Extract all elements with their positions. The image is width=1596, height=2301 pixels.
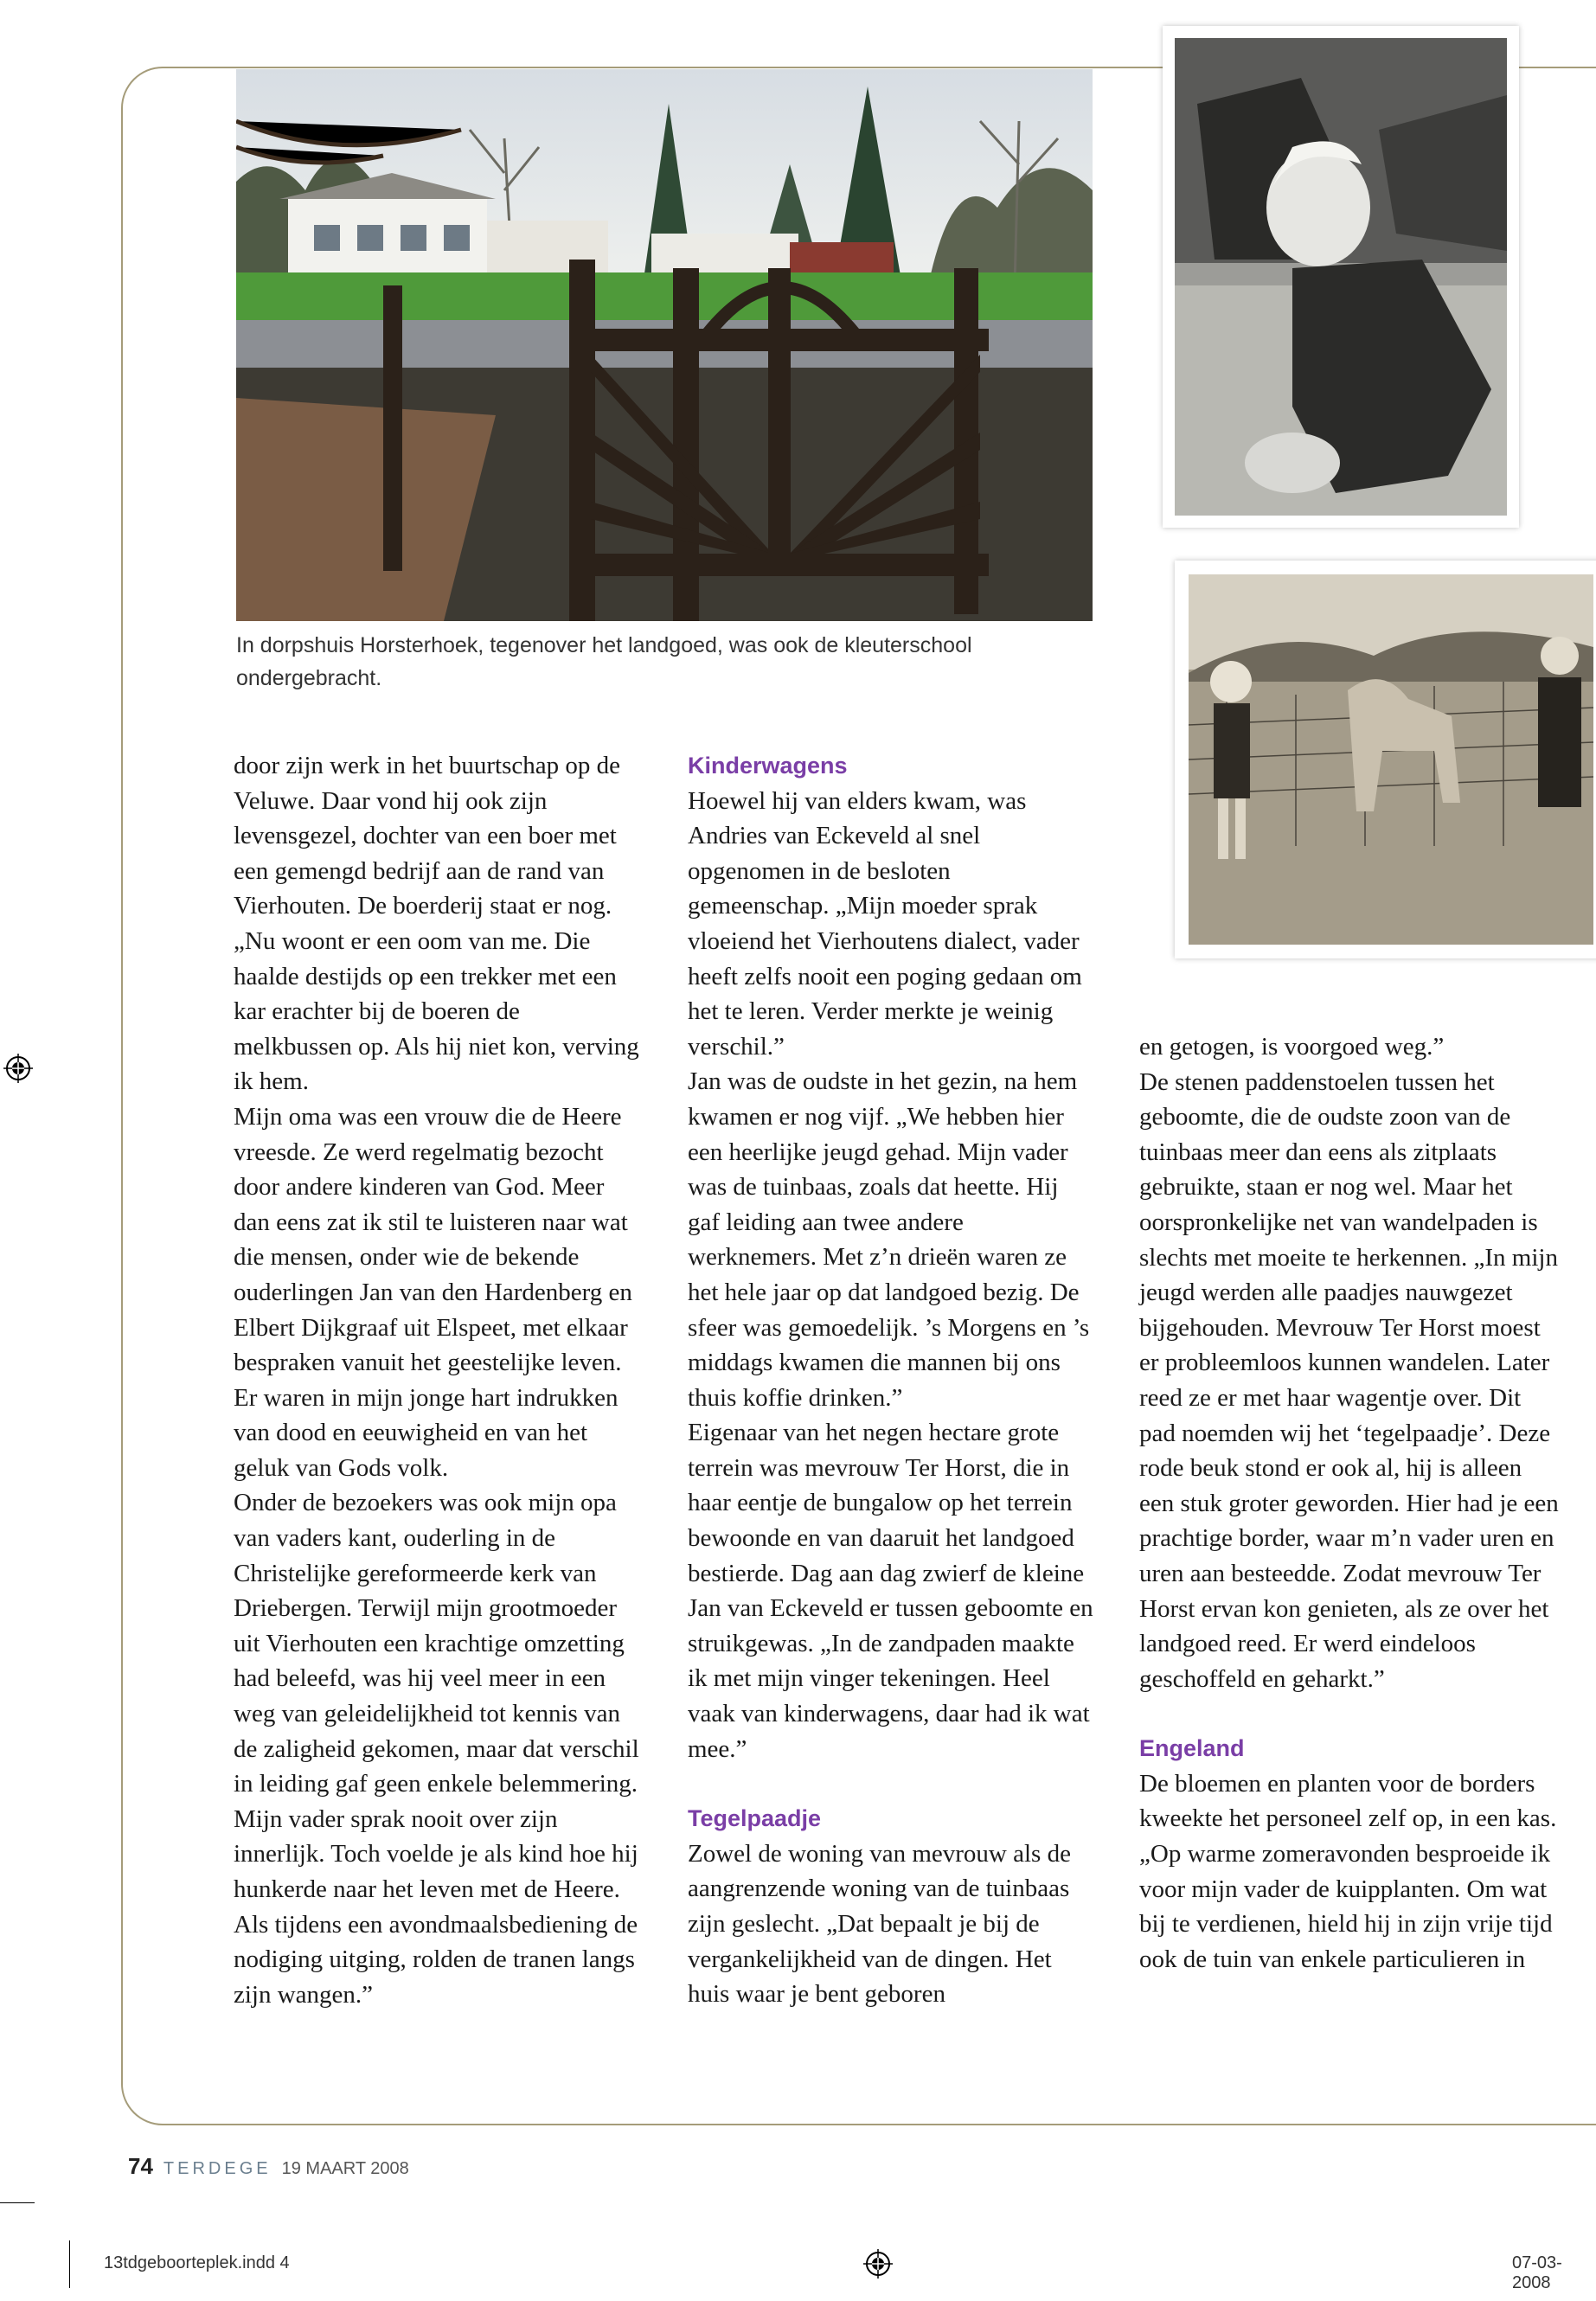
paragraph: De stenen paddenstoelen tussen het geboomte, die de oudste zoon van de tuinbaas meer dan eens als zitplaats gebruikte, staan er nog wel. Maar het oorspronkelijke net van wandelpaden is slechts met moeite te herkennen. „In mijn jeugd werden alle paadjes nauwgezet bijgehouden. Mevrouw Ter Horst moest er probleemloos kunnen wandelen. Later reed ze er met haar wagentje over. Dit pad noemden wij het ‘tegelpaadje’. Deze rode beuk stond er ook al, hij is alleen een stuk groter geworden. Hier had je een prachtige border, waar m’n vader uren en uren aan besteedde. Zodat mevrouw Ter Horst ervan kon genieten, als ze over het landgoed reed. Er werd eindeloos geschoffeld en geharkt.” (1139, 1067, 1559, 1693)
children-pony-photo (1175, 561, 1596, 958)
page-footer (128, 2153, 409, 2180)
issue-date: 19 MAART 2008 (281, 2159, 409, 2178)
children-pony-photo-drawing (1175, 561, 1596, 958)
paragraph: Hoewel hij van elders kwam, was Andries van Eckeveld al snel opgenomen in de besloten gemeenschap. „Mijn moeder sprak vloeiend het Vierhoutens dialect, vader heeft zelfs nooit een poging gedaan om het te leren. Verder merkte je weinig verschil.” (688, 786, 1082, 1061)
photo-caption: In dorpshuis Horsterhoek, tegenover het landgoed, was ook de kleuterschool ondergebracht. (236, 633, 972, 690)
gate-photo (236, 69, 1093, 621)
page-number: 74 (128, 2153, 153, 2179)
slug-date: 07-03-2008 (1512, 2253, 1562, 2292)
slug-filename: 13tdgeboorteplek.indd 4 (104, 2253, 290, 2272)
paragraph: Zowel de woning van mevrouw als de aangrenzende woning van de tuinbaas zijn geslecht. „Dat bepaalt je bij de vergankelijkheid van de dingen. Het huis waar je bent geboren (688, 1839, 1071, 2009)
registration-mark-icon (3, 1054, 33, 1083)
paragraph: De bloemen en planten voor de borders kweekte het personeel zelf op, in een kas. „Op warme zomeravonden besproeide ik voor mijn vader de kuipplanten. Om wat bij te verdienen, hield hij in zijn vrije tijd ook de tuin van enkele particulieren in (1139, 1769, 1557, 1973)
magazine-name: TERDEGE (163, 2159, 272, 2178)
gate-photo-drawing (236, 69, 1093, 621)
paragraph: Mijn oma was een vrouw die de Heere vreesde. Ze werd regelmatig bezocht door andere kinderen van God. Meer dan eens zat ik stil te luisteren naar wat die mensen, onder wie de bekende ouderlingen Jan van den Hardenberg en Elbert Dijkgraaf uit Elspeet, met elkaar bespraken vanuit het geestelijke leven. Er waren in mijn jonge hart indrukken van dood en eeuwigheid en van het geluk van Gods volk. (234, 1102, 632, 1482)
article-column-1 (234, 748, 640, 2012)
paragraph: en getogen, is voorgoed weg.” (1139, 1033, 1445, 1061)
article-column-2 (688, 748, 1094, 2012)
crop-mark (69, 2240, 70, 2288)
paragraph: door zijn werk in het buurtschap op de Veluwe. Daar vond hij ook zijn levensgezel, dochter van een boer met een gemengd bedrijf aan de rand van Vierhouten. De boerderij staat er nog. „Nu woont er een oom van me. Die haalde destijds op een trekker met een kar erachter bij de boeren de melkbussen op. Als hij niet kon, verving ik hem. (234, 752, 639, 1096)
article-column-3 (1139, 1029, 1559, 1977)
boy-photo (1163, 26, 1519, 528)
registration-mark-icon (863, 2249, 893, 2279)
subheading-engeland: Engeland (1139, 1735, 1245, 1762)
subheading-tegelpaadje: Tegelpaadje (688, 1805, 822, 1832)
paragraph: Onder de bezoekers was ook mijn opa van vaders kant, ouderling in de Christelijke gereformeerde kerk van Driebergen. Terwijl mijn grootmoeder uit Vierhouten een krachtige omzetting had beleefd, was hij veel meer in een weg van geleidelijkheid tot kennis van de zaligheid gekomen, maar dat verschil in leiding gaf geen enkele belemmering. Mijn vader sprak nooit over zijn innerlijk. Toch voelde je als kind hoe hij hunkerde naar het leven met de Heere. Als tijdens een avondmaalsbediening de nodiging uitging, rolden de tranen langs zijn wangen.” (234, 1489, 639, 2009)
paragraph: Jan was de oudste in het gezin, na hem kwamen er nog vijf. „We hebben hier een heerlijke jeugd gehad. Mijn vader was de tuinbaas, zoals dat heette. Hij gaf leiding aan twee andere werknemers. Met z’n drieën waren ze het hele jaar op dat landgoed bezig. De sfeer was gemoedelijk. ’s Morgens en ’s middags kwamen die mannen bij ons thuis koffie drinken.” (688, 1067, 1090, 1412)
paragraph: Eigenaar van het negen hectare grote terrein was mevrouw Ter Horst, die in haar eentje de bungalow op het terrein bewoonde en van daaruit het landgoed bestierde. Dag aan dag zwierf de kleine Jan van Eckeveld er tussen geboomte en struikgewas. „In de zandpaden maakte ik met mijn vinger tekeningen. Heel vaak van kinderwagens, daar had ik wat mee.” (688, 1419, 1093, 1763)
boy-photo-drawing (1163, 26, 1519, 528)
crop-mark (0, 2202, 35, 2203)
subheading-kinderwagens: Kinderwagens (688, 753, 848, 779)
